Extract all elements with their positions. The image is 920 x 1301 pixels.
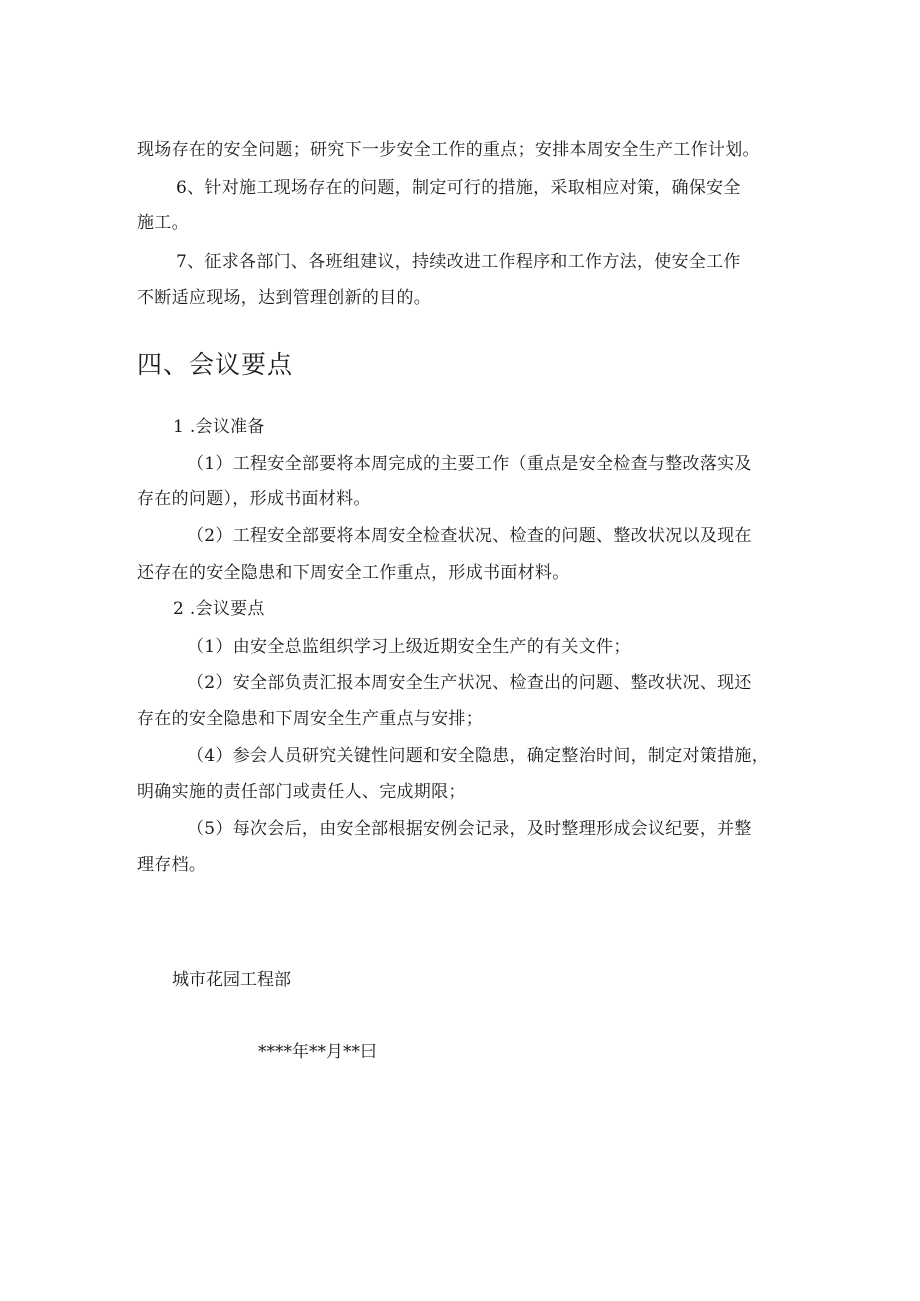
signature-department: 城市花园工程部 bbox=[172, 970, 291, 990]
sub1-para-1-line-2: 存在的问题），形成书面材料。 bbox=[137, 489, 371, 509]
sub2-para-5-line-1: （5）每次会后，由安全部根据安例会记录，及时整理形成会议纪要，并整 bbox=[187, 819, 752, 839]
subsection-2-title: 2 .会议要点 bbox=[173, 599, 265, 619]
sub2-para-1-line-1: （1）由安全总监组织学习上级近期安全生产的有关文件； bbox=[187, 637, 631, 657]
item-6-line-1: 6、针对施工现场存在的问题，制定可行的措施，采取相应对策，确保安全 bbox=[176, 178, 741, 198]
sub1-para-2-line-1: （2）工程安全部要将本周安全检查状况、检查的问题、整改状况以及现在 bbox=[187, 526, 752, 546]
item-7-line-2: 不断适应现场，达到管理创新的目的。 bbox=[137, 288, 432, 308]
section-heading: 四、会议要点 bbox=[137, 350, 294, 379]
subsection-1-title: 1 .会议准备 bbox=[173, 417, 265, 437]
sub1-para-2-line-2: 还存在的安全隐患和下周安全工作重点，形成书面材料。 bbox=[137, 563, 570, 583]
sub2-para-4-line-2: 明确实施的责任部门或责任人、完成期限； bbox=[137, 782, 466, 802]
item-7-line-1: 7、征求各部门、各班组建议，持续改进工作程序和工作方法，使安全工作 bbox=[176, 252, 741, 272]
sub1-para-1-line-1: （1）工程安全部要将本周完成的主要工作（重点是安全检查与整改落实及 bbox=[187, 454, 752, 474]
sub2-para-4-line-1: （4）参会人员研究关键性问题和安全隐患，确定整治时间，制定对策措施， bbox=[187, 746, 770, 766]
sub2-para-5-line-2: 理存档。 bbox=[137, 855, 207, 875]
signature-date: ****年**月**曰 bbox=[258, 1042, 377, 1062]
sub2-para-2-line-1: （2）安全部负责汇报本周安全生产状况、检查出的问题、整改状况、现还 bbox=[187, 673, 752, 693]
intro-line: 现场存在的安全问题；研究下一步安全工作的重点；安排本周安全生产工作计划。 bbox=[137, 140, 760, 160]
item-6-line-2: 施工。 bbox=[137, 213, 189, 233]
sub2-para-2-line-2: 存在的安全隐患和下周安全生产重点与安排； bbox=[137, 709, 483, 729]
